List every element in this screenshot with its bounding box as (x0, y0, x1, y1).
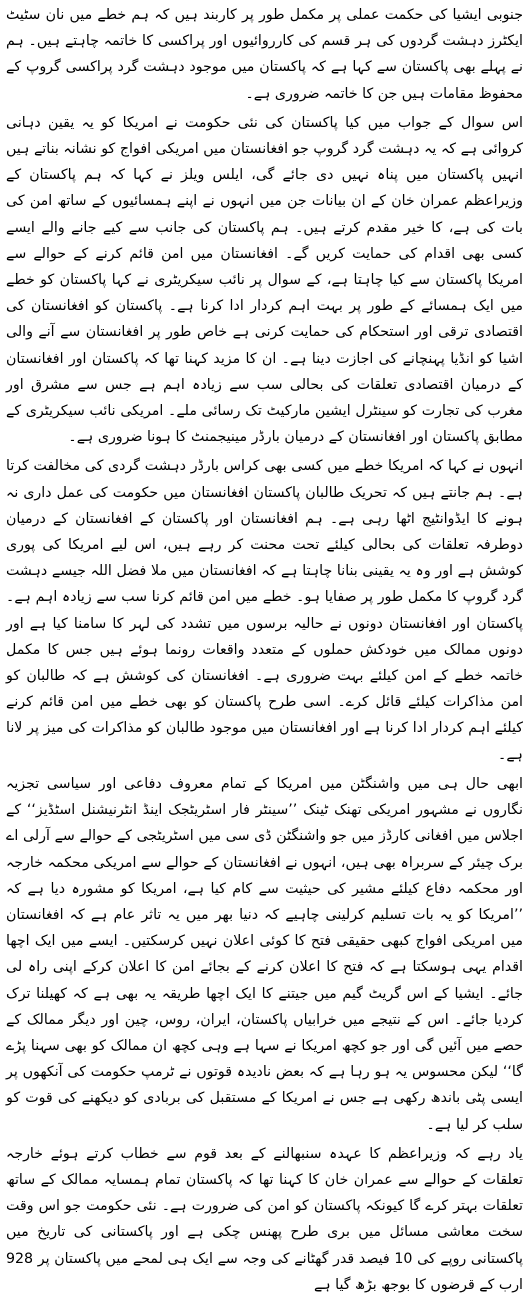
article-paragraph-5: یاد رہے کہ وزیراعظم کا عہدہ سنبھالنے کے بعد قوم سے خطاب کرتے ہوئے خارجہ تعلقات کے حوالے سے عمران خان کا کہنا تھا کہ پاکستان تمام ہمسایہ ممالک کے ساتھ تعلقات بہتر کرے گا کیونکہ پاکستان کو امن کی ضرورت ہے۔ نئی حکومت جو اس وقت سخت معاشی مسائل میں بری طرح پھنس چکی ہے اور پاکستانی کی تاریخ میں پاکستانی روپے کی 10 فیصد قدر گھٹانے کی وجہ سے ایک ہی لمحے میں پاکستان پر 928 ارب کے قرضوں کا بوجھ بڑھ گیا ہے (6, 1145, 523, 1293)
article-paragraph-1: جنوبی ایشیا کی حکمت عملی پر مکمل طور پر کاربند ہیں کہ ہم خطے میں نان سٹیٹ ایکٹرز دہشت گردوں کی ہر قسم کی کارروائیوں اور پراکسی کا خاتمہ چاہتے ہیں۔ ہم نے پہلے بھی پاکستان سے کہا ہے کہ پاکستان میں موجود دہشت گرد پراکسی گروپ کے محفوظ مقامات ہیں جن کا خاتمہ ضروری ہے۔ (6, 7, 523, 102)
article-paragraph-3: انہوں نے کہا کہ امریکا خطے میں کسی بھی کراس بارڈر دہشت گردی کی مخالفت کرتا ہے۔ ہم جانتے ہیں کہ تحریک طالبان پاکستان افغانستان میں حکومت کی عمل داری نہ ہونے کا ایڈوانٹیج اٹھا رہی ہے۔ ہم افغانستان اور پاکستان کے افغانستان کے درمیان دوطرفہ تعلقات کی بحالی کیلئے تحت محنت کر رہے ہیں، اس لیے امریکا کی پوری کوشش ہے اور وہ یہ یقینی بنانا چاہتا ہے کہ افغانستان میں ملا فضل اللہ جیسے دہشت گرد گروپ کا مکمل طور پر صفایا ہو۔ خطے میں امن قائم کرنا سب سے زیادہ اہم ہے۔ پاکستان اور افغانستان دونوں نے حالیہ برسوں میں تشدد کی لہر کا سامنا کیا ہے اور دونوں ممالک میں خودکش حملوں کے متعدد واقعات رونما ہوئے ہیں جس کا مکمل خاتمہ خطے کے امن کیلئے بہت ضروری ہے۔ افغانستان کی کوشش ہے کہ طالبان کو امن مذاکرات کیلئے قائل کرے۔ اسی طرح پاکستان کو بھی خطے میں امن قائم کرنے کیلئے اہم کردار ادا کرنا ہے اور افغانستان میں موجود طالبان کو مذاکرات کی میز پر لانا ہے۔ (6, 458, 523, 763)
article-paragraph-2: اس سوال کے جواب میں کیا پاکستان کی نئی حکومت نے امریکا کو یہ یقین دہانی کروائی ہے کہ یہ دہشت گرد گروپ جو افغانستان میں امریکی افواج کو نشانہ بناتے ہیں انہیں پاکستان میں پناہ نہیں دی جائے گی، ایلس ویلز نے کہا کہ ہم پاکستان کے وزیراعظم عمران خان کے ان بیانات جن میں انہوں نے اپنے ہمسائیوں کے ساتھ امن کی بات کی ہے، کا خیر مقدم کرتے ہیں۔ ہم پاکستان کی جانب سے کیے جانے والے ایسے کسی بھی اقدام کی حمایت کریں گے۔ افغانستان میں امن قائم کرنے کے حوالے سے امریکا پاکستان سے کیا چاہتا ہے، کے سوال پر نائب سیکریٹری نے کہا پاکستان کو خطے میں ایک ہمسائے کے طور پر بہت اہم کردار ادا کرنا ہے۔ پاکستان کو افغانستان کی اقتصادی ترقی اور استحکام کی حمایت کرنی ہے خاص طور پر افغانستان سے آنے والی اشیا کو انڈیا پہنچانے کی اجازت دینا ہے۔ ان کا مزید کہنا تھا کہ پاکستان اور افغانستان کے درمیان اقتصادی تعلقات کی بحالی سب سے زیادہ اہم ہے جس سے مشرق اور مغرب کی تجارت کو سینٹرل ایشین مارکیٹ تک رسائی ملے۔ امریکی نائب سیکریٹری کے مطابق پاکستان اور افغانستان کے درمیان بارڈر مینیجمنٹ کا ہونا ضروری ہے۔ (6, 114, 523, 446)
article-paragraph-4: ابھی حال ہی میں واشنگٹن میں امریکا کے تمام معروف دفاعی اور سیاسی تجزیہ نگاروں نے مشہور امریکی تھنک ٹینک ’’سینٹر فار اسٹریٹجک اینڈ انٹرنیشنل اسٹڈیز‘‘ کے اجلاس میں افغانی کارڈز میں جو واشنگٹن ڈی سی میں اسٹریٹجی کے حوالے سے آرلی اے برک چیئر کے سربراہ بھی ہیں، انہوں نے افغانستان کے حوالے سے امریکی محکمہ خارجہ اور محکمہ دفاع کیلئے مشیر کی حیثیت سے کام کیا ہے، امریکا کو مشورہ دیا ہے کہ ’’امریکا کو یہ بات تسلیم کرلینی چاہیے کہ دنیا بھر میں یہ تاثر عام ہے کہ افغانستان میں امریکی افواج کبھی حقیقی فتح کا کوئی اعلان نہیں کرسکتیں۔ ایسے میں ایک اچھا اقدام یہی ہوسکتا ہے کہ فتح کا اعلان کرنے کے بجائے امن کا اعلان کرکے اپنی راہ لی جائے۔ ایشیا کے اس گریٹ گیم میں جیتنے کا ایک اچھا طریقہ یہ بھی ہے کہ کھیلنا ترک کردیا جائے۔ اس کے نتیجے میں خرابیاں پاکستان، ایران، روس، چین اور دیگر ممالک کے حصے میں آئیں گی اور جو کچھ امریکا نے سہا ہے وہی کچھ ان ممالک کو بھی سہنا پڑے گا‘‘ لیکن محسوس یہ ہو رہا ہے کہ بعض نادیدہ قوتوں نے ٹرمپ حکومت کی آنکھوں پر ایسی پٹی باندھ رکھی ہے جس نے امریکا کے مستقبل کی بربادی کو دیکھنے کی قوت کو سلب کر لیا ہے۔ (6, 775, 523, 1133)
